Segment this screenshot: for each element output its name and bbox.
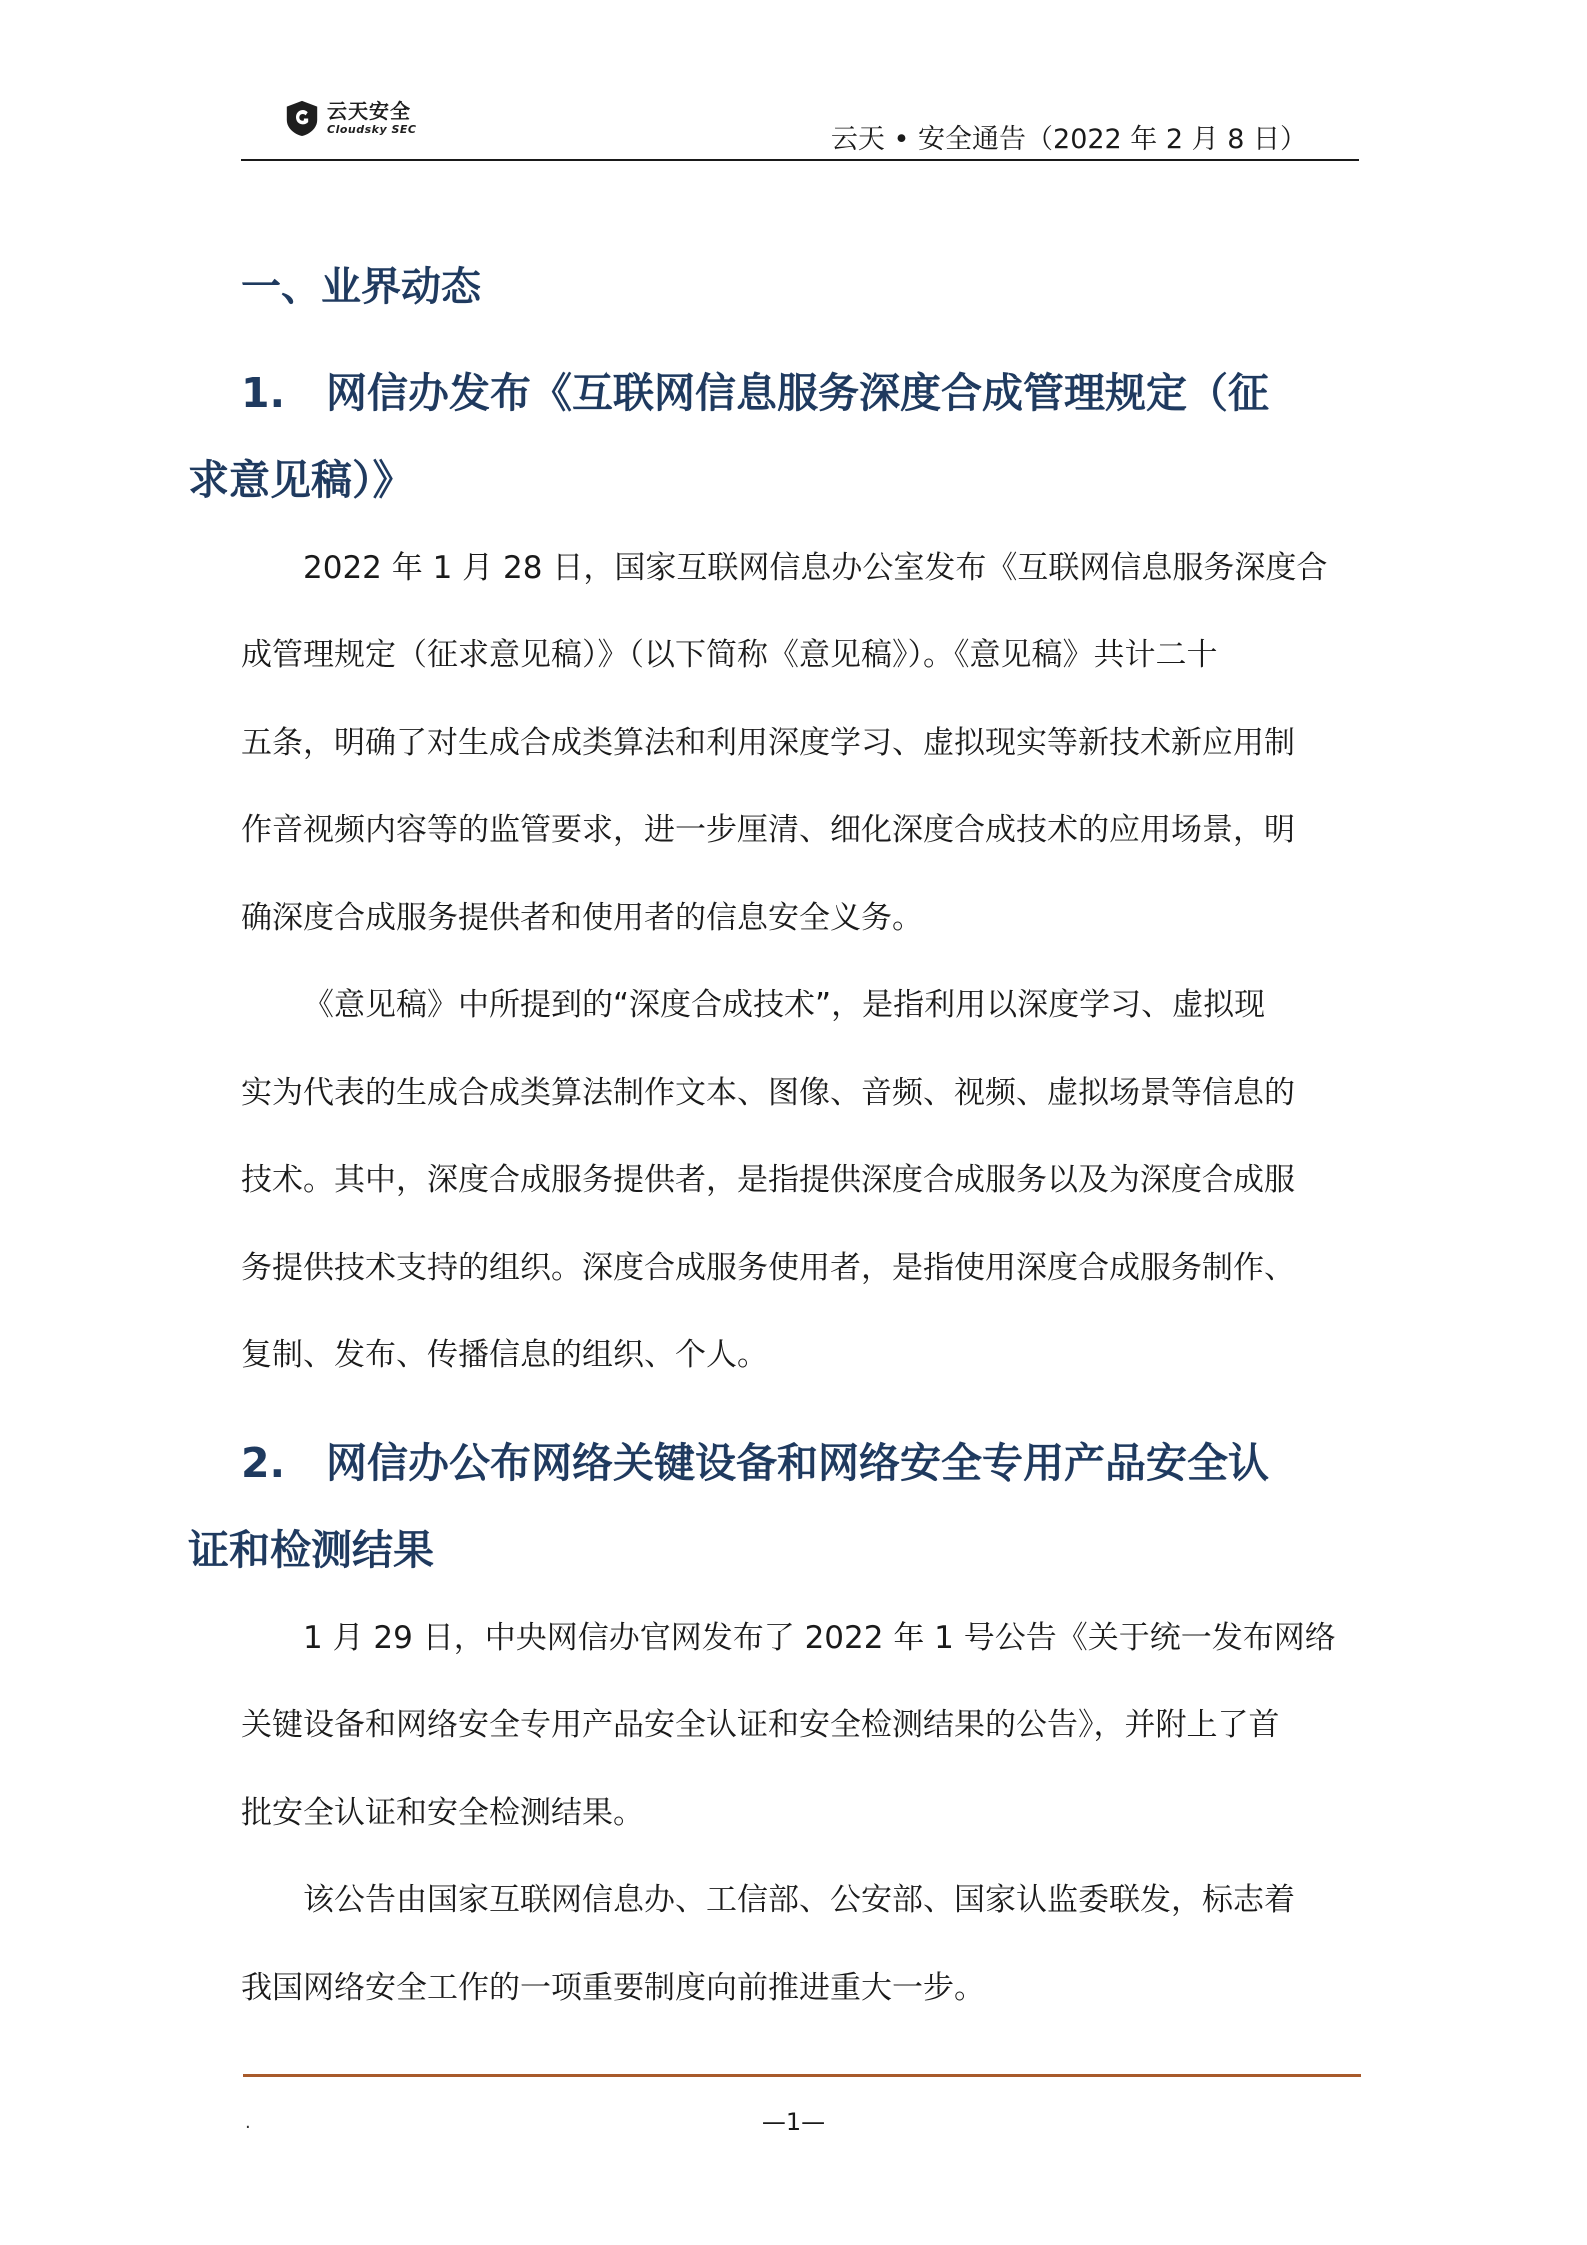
item-1-para-2-line: 技术。其中，深度合成服务提供者，是指提供深度合成服务以及为深度合成服 <box>241 1162 1295 1198</box>
section-heading: 一、业界动态 <box>241 264 481 310</box>
item-1-para-2-line: 《意见稿》中所提到的“深度合成技术”，是指利用以深度学习、虚拟现 <box>303 987 1266 1023</box>
item-2-para-1-line: 关键设备和网络安全专用产品安全认证和安全检测结果的公告》，并附上了首 <box>241 1707 1280 1743</box>
footer-mark: . <box>245 2112 251 2133</box>
item-1-para-1-line: 确深度合成服务提供者和使用者的信息安全义务。 <box>241 900 923 936</box>
header-title: 云天 • 安全通告（2022 年 2 月 8 日） <box>830 124 1307 155</box>
item-2-para-1-line: 1 月 29 日，中央网信办官网发布了 2022 年 1 号公告《关于统一发布网络 <box>303 1620 1336 1656</box>
logo <box>283 99 416 137</box>
item-1-para-2-line: 实为代表的生成合成类算法制作文本、图像、音频、视频、虚拟场景等信息的 <box>241 1075 1295 1111</box>
page-number: —1— <box>761 2108 826 2136</box>
item-2-number: 2. <box>241 1439 286 1487</box>
item-1-para-2-line: 务提供技术支持的组织。深度合成服务使用者，是指使用深度合成服务制作、 <box>241 1250 1295 1286</box>
item-1-para-1-line: 成管理规定（征求意见稿）》（以下简称《意见稿》）。《意见稿》共计二十 <box>241 637 1218 673</box>
item-1-title-line-1: 网信办发布《互联网信息服务深度合成管理规定（征 <box>326 369 1269 417</box>
item-1-number: 1. <box>241 369 286 417</box>
item-2-para-2-line: 该公告由国家互联网信息办、工信部、公安部、国家认监委联发，标志着 <box>303 1882 1295 1918</box>
item-2-title-line-2: 证和检测结果 <box>188 1526 434 1574</box>
logo-name-en: Cloudsky SEC <box>327 123 417 136</box>
item-2-para-1-line: 批安全认证和安全检测结果。 <box>241 1795 644 1831</box>
item-1-para-1-line: 2022 年 1 月 28 日，国家互联网信息办公室发布《互联网信息服务深度合 <box>303 550 1328 586</box>
logo-name-cn: 云天安全 <box>327 99 411 123</box>
item-1-para-2-line: 复制、发布、传播信息的组织、个人。 <box>241 1337 768 1373</box>
item-2-heading-line-1 <box>241 1420 1269 1507</box>
footer-divider <box>243 2074 1361 2077</box>
item-2-para-2-line: 我国网络安全工作的一项重要制度向前推进重大一步。 <box>241 1970 985 2006</box>
cloudsky-logo-icon <box>283 99 321 137</box>
item-1-heading-line-1 <box>241 350 1269 437</box>
item-2-title-line-1: 网信办公布网络关键设备和网络安全专用产品安全认 <box>326 1439 1269 1487</box>
item-1-title-line-2: 求意见稿）》 <box>188 456 414 504</box>
item-1-para-1-line: 五条，明确了对生成合成类算法和利用深度学习、虚拟现实等新技术新应用制 <box>241 725 1295 761</box>
header-divider <box>241 159 1359 161</box>
item-1-para-1-line: 作音视频内容等的监管要求，进一步厘清、细化深度合成技术的应用场景，明 <box>241 812 1295 848</box>
page-header <box>241 95 1359 161</box>
